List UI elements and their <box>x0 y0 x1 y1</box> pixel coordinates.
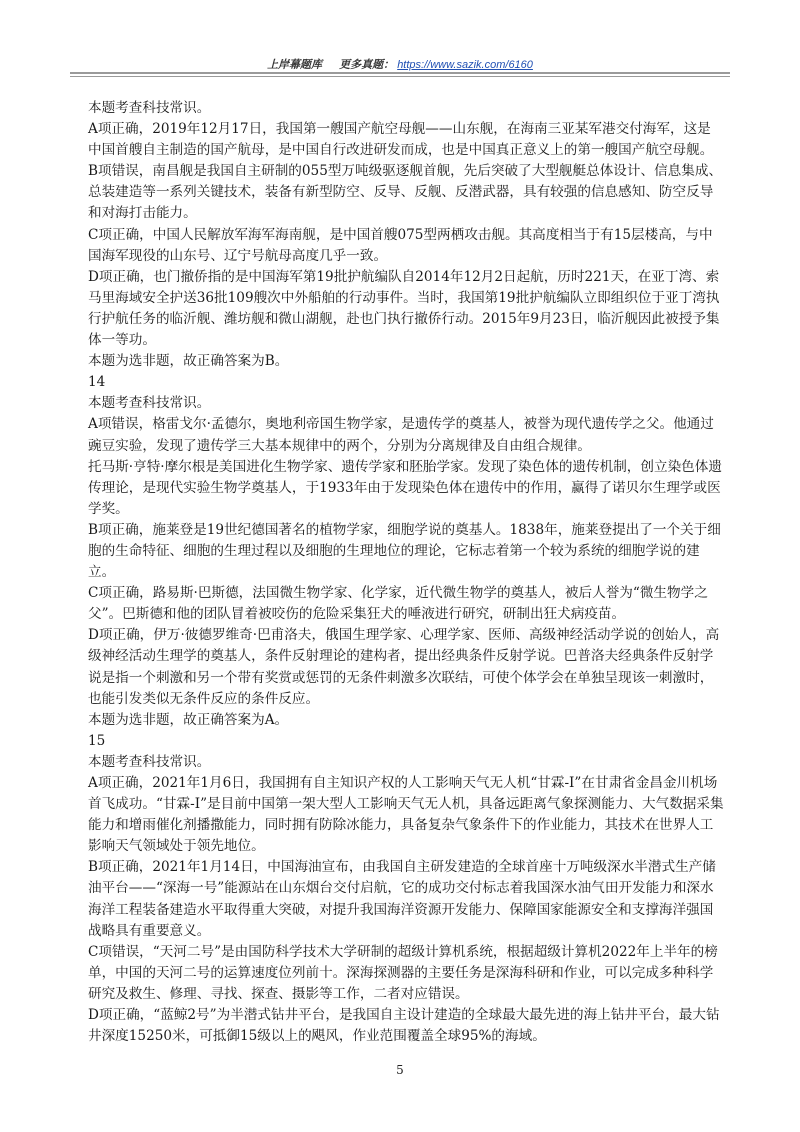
header-rule-thin <box>70 76 730 77</box>
paragraph: B项正确，施莱登是19世纪德国著名的植物学家，细胞学说的奠基人。1838年，施莱登提出了一个关于细胞的生命特征、细胞的生理过程以及细胞的生理地位的理论，它标志着第一个较为系统的细胞学说的建立。 <box>88 521 721 581</box>
paragraph: D项正确，“蓝鲸2号”为半潜式钻井平台，是我国自主设计建造的全球最大最先进的海上钻井平台，最大钻井深度15250米，可抵御15级以上的飓风，作业范围覆盖全球95%的海域。 <box>88 1007 720 1045</box>
paragraph: 托马斯·亨特·摩尔根是美国进化生物学家、遗传学家和胚胎学家。发现了染色体的遗传机制，创立染色体遗传理论，是现代实验生物学奠基人，于1933年由于发现染色体在遗传中的作用，赢得了诺贝尔生理学或医学奖。 <box>88 458 722 517</box>
answer-line: 本题为选非题，故正确答案为B。 <box>88 353 289 370</box>
paragraph: 本题考查科技常识。 <box>88 395 211 412</box>
paragraph: D项正确，也门撤侨指的是中国海军第19批护航编队自2014年12月2日起航，历时221天，在亚丁湾、索马里海域安全护送36批109艘次中外船舶的行动事件。当时，我国第19批护航编队立即组织位于亚丁湾执行护航任务的临沂舰、潍坊舰和微山湖舰，赴也门执行撤侨行动。2015年9月23日，临沂舰因此被授予集体一等功。 <box>88 268 720 349</box>
header-rule-thick <box>70 72 730 74</box>
paragraph: C项正确，路易斯·巴斯德，法国微生物学家、化学家，近代微生物学的奠基人，被后人誉为“微生物学之父”。巴斯德和他的团队冒着被咬伤的危险采集狂犬的唾液进行研究，研制出狂犬病疫苗。 <box>88 585 708 623</box>
paragraph: B项错误，南昌舰是我国自主研制的055型万吨级驱逐舰首舰，先后突破了大型舰艇总体设计、信息集成、总装建造等一系列关键技术，装备有新型防空、反导、反舰、反潜武器，具有较强的信息感知、防空反导和对海打击能力。 <box>88 163 723 222</box>
paragraph: C项错误，“天河二号”是由国防科学技术大学研制的超级计算机系统，根据超级计算机2022年上半年的榜单，中国的天河二号的运算速度位列前十。深海探测器的主要任务是深海科研和作业，可以完成多种科学研究及救生、修理、寻找、探查、摄影等工作，二者对应错误。 <box>88 943 718 1002</box>
paragraph: B项正确，2021年1月14日，中国海油宣布，由我国自主研发建造的全球首座十万吨级深水半潜式生产储油平台——“深海一号”能源站在山东烟台交付启航，它的成功交付标志着我国深水油气田开发能力和深水海洋工程装备建造水平取得重大突破，对提升我国海洋资源开发能力、保障国家能源安全和支撑海洋强国战略具有重要意义。 <box>88 859 716 939</box>
page-header <box>70 56 730 72</box>
site-label: 上岸幕题库 <box>267 59 323 71</box>
paragraph: C项正确，中国人民解放军海军海南舰，是中国首艘075型两栖攻击舰。其高度相当于有15层楼高，与中国海军现役的山东号、辽宁号航母高度几乎一致。 <box>88 226 713 264</box>
question-number: 15 <box>88 732 106 749</box>
paragraph: D项正确，伊万·彼德罗维奇·巴甫洛夫，俄国生理学家、心理学家、医师、高级神经活动学说的创始人，高级神经活动生理学的奠基人，条件反射理论的建构者，提出经典条件反射学说。巴普洛夫经典条件反射学说是指一个刺激和另一个带有奖赏或惩罚的无条件刺激多次联结，可使个体学会在单独呈现该一刺激时，也能引发类似无条件反应的条件反应。 <box>88 627 720 707</box>
page-number: 5 <box>396 1063 404 1077</box>
more-label: 更多真题： <box>339 59 395 71</box>
question-number: 14 <box>88 374 106 391</box>
paragraph: A项正确，2021年1月6日，我国拥有自主知识产权的人工影响天气无人机“甘霖-I”在甘肃省金昌金川机场首飞成功。“甘霖-I”是目前中国第一架大型人工影响天气无人机，具备远距离气象探测能力、大气数据采集能力和增雨催化剂播撒能力，同时拥有防除冰能力，具备复杂气象条件下的作业能力，其技术在世界人工影响天气领域处于领先地位。 <box>88 775 724 855</box>
document-body <box>78 98 724 1047</box>
header-link[interactable]: https://www.sazik.com/6160 <box>397 59 533 71</box>
paragraph: 本题考查科技常识。 <box>88 100 211 116</box>
answer-line: 本题为选非题，故正确答案为A。 <box>88 711 289 728</box>
paragraph: 本题考查科技常识。 <box>88 753 211 770</box>
paragraph: A项正确，2019年12月17日，我国第一艘国产航空母舰——山东舰，在海南三亚某军港交付海军，这是中国首艘自主制造的国产航母，是中国自行改进研发而成，也是中国真正意义上的第一艘国产航空母舰。 <box>88 121 714 159</box>
paragraph: A项错误，格雷戈尔·孟德尔，奥地利帝国生物学家，是遗传学的奠基人，被誉为现代遗传学之父。他通过豌豆实验，发现了遗传学三大基本规律中的两个，分别为分离规律及自由组合规律。 <box>88 416 714 454</box>
